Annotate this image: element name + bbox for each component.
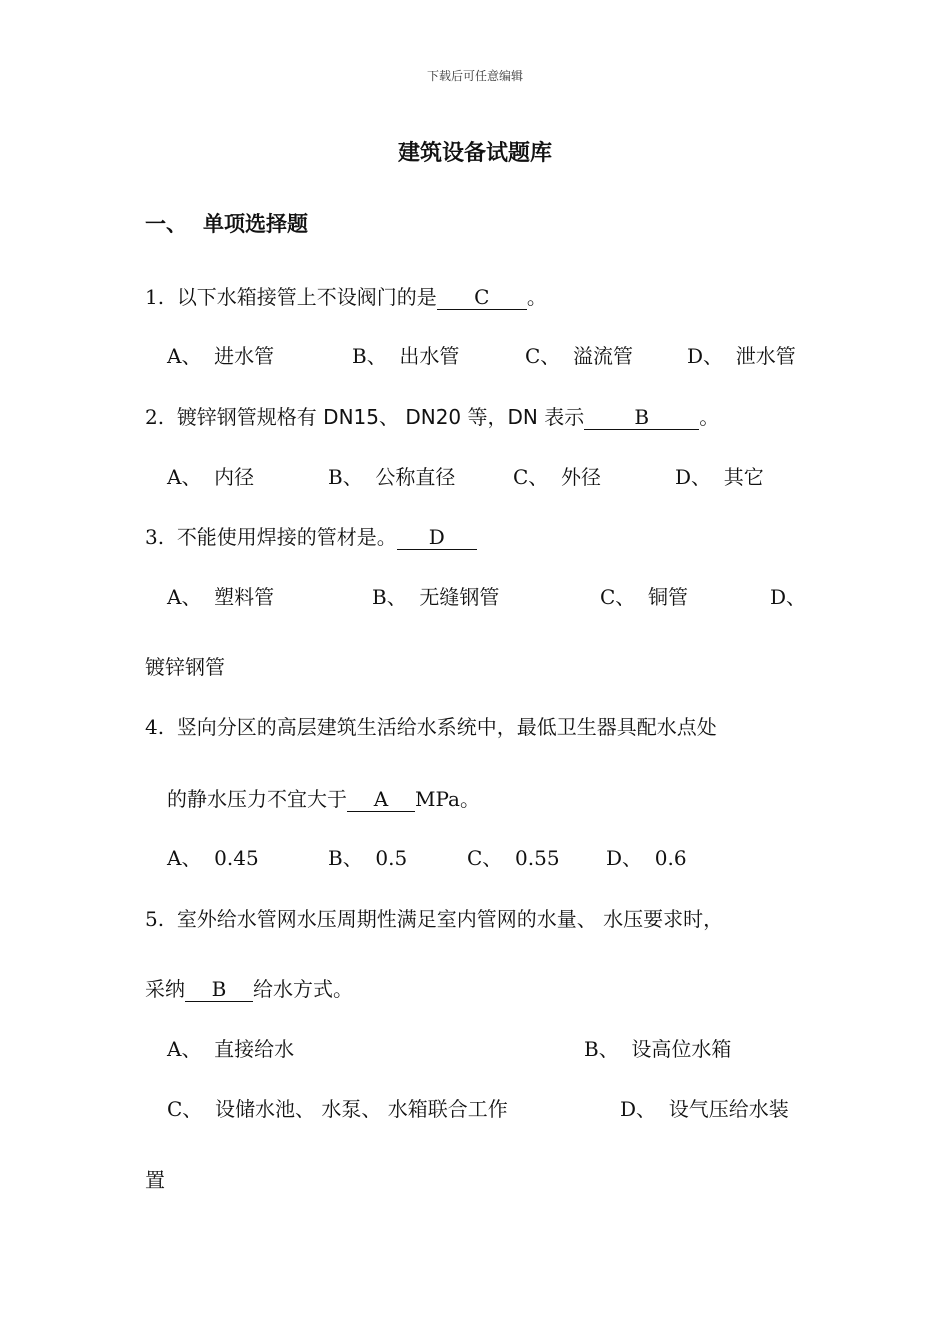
option-label: C、 bbox=[513, 465, 549, 489]
option-label: A、 bbox=[167, 465, 202, 489]
option-text: 公称直径 bbox=[375, 465, 456, 489]
question-3-option-d-continuation: 镀锌钢管 bbox=[145, 655, 225, 679]
option-label: C、 bbox=[525, 344, 561, 368]
option-label: C、 bbox=[467, 846, 503, 870]
question-number: 3. bbox=[145, 525, 165, 549]
question-3-option-c bbox=[600, 583, 688, 611]
header-note: 下载后可任意编辑 bbox=[426, 69, 523, 83]
option-text: 塑料管 bbox=[214, 585, 275, 609]
question-text: 镀锌钢管规格有 DN15、 DN20 等，DN 表示 bbox=[176, 405, 585, 429]
option-text: 铜管 bbox=[648, 585, 689, 609]
question-number: 5. bbox=[145, 907, 165, 931]
answer-blank: B bbox=[584, 405, 699, 430]
option-text: 出水管 bbox=[399, 344, 460, 368]
option-text: 内径 bbox=[214, 465, 255, 489]
question-text: 室外给水管网水压周期性满足室内管网的水量、 水压要求时， bbox=[176, 907, 724, 931]
question-3-stem bbox=[145, 523, 477, 551]
question-5-option-c bbox=[167, 1095, 508, 1123]
question-text: 不能使用焊接的管材是。 bbox=[176, 525, 397, 549]
question-3-option-b bbox=[372, 583, 499, 611]
question-4-stem-line2 bbox=[167, 785, 480, 813]
question-3-option-d bbox=[770, 583, 806, 611]
option-text: 其它 bbox=[723, 465, 764, 489]
option-label: B、 bbox=[372, 585, 407, 609]
question-2-option-b bbox=[328, 463, 455, 491]
option-label: D、 bbox=[675, 465, 712, 489]
option-label: B、 bbox=[584, 1037, 619, 1061]
question-2-option-a bbox=[167, 463, 254, 491]
question-text-end: 。 bbox=[526, 285, 547, 309]
option-text: 设气压给水装 bbox=[668, 1097, 789, 1121]
question-1-stem bbox=[145, 283, 547, 311]
option-text: 外径 bbox=[561, 465, 602, 489]
option-label: D、 bbox=[770, 585, 807, 609]
question-1-option-b bbox=[352, 342, 459, 370]
option-text: 0.6 bbox=[654, 846, 687, 870]
answer-blank: A bbox=[347, 787, 415, 812]
question-1-option-d bbox=[687, 342, 796, 370]
question-1-option-c bbox=[525, 342, 633, 370]
answer-blank: B bbox=[185, 977, 253, 1002]
question-5-stem-line2 bbox=[145, 975, 353, 1003]
option-label: A、 bbox=[167, 585, 202, 609]
option-label: A、 bbox=[167, 846, 202, 870]
question-number: 1. bbox=[145, 285, 165, 309]
question-text-end: 给水方式。 bbox=[253, 977, 353, 1001]
question-2-stem bbox=[145, 403, 719, 431]
question-5-option-d-continuation: 置 bbox=[145, 1168, 165, 1192]
question-text: 竖向分区的高层建筑生活给水系统中，最低卫生器具配水点处 bbox=[176, 715, 717, 739]
question-4-option-b bbox=[328, 844, 407, 872]
question-text: 的静水压力不宜大于 bbox=[167, 787, 347, 811]
question-4-stem bbox=[145, 713, 717, 741]
option-text: 直接给水 bbox=[214, 1037, 295, 1061]
option-label: B、 bbox=[352, 344, 387, 368]
section-number: 一、 bbox=[145, 212, 187, 236]
question-text: 以下水箱接管上不设阀门的是 bbox=[176, 285, 437, 309]
option-text: 进水管 bbox=[214, 344, 275, 368]
option-text: 设储水池、 水泵、 水箱联合工作 bbox=[215, 1097, 508, 1121]
option-label: B、 bbox=[328, 465, 363, 489]
question-3-option-a bbox=[167, 583, 274, 611]
option-text: 无缝钢管 bbox=[419, 585, 500, 609]
answer-blank: C bbox=[437, 285, 527, 310]
section-title: 单项选择题 bbox=[203, 212, 308, 236]
option-text: 溢流管 bbox=[573, 344, 634, 368]
question-text-end: MPa。 bbox=[415, 787, 480, 811]
option-label: B、 bbox=[328, 846, 363, 870]
question-text-end: 。 bbox=[699, 405, 720, 429]
option-label: A、 bbox=[167, 1037, 202, 1061]
option-text: 0.55 bbox=[515, 846, 560, 870]
question-4-option-c bbox=[467, 844, 560, 872]
question-5-stem bbox=[145, 905, 723, 933]
document-title: 建筑设备试题库 bbox=[397, 141, 552, 166]
question-4-option-d bbox=[606, 844, 687, 872]
question-text: 采纳 bbox=[145, 977, 185, 1001]
option-label: D、 bbox=[687, 344, 724, 368]
question-2-option-c bbox=[513, 463, 601, 491]
question-number: 4. bbox=[145, 715, 165, 739]
option-label: C、 bbox=[167, 1097, 203, 1121]
option-text: 设高位水箱 bbox=[631, 1037, 732, 1061]
option-label: C、 bbox=[600, 585, 636, 609]
answer-blank: D bbox=[397, 525, 477, 550]
option-text: 0.45 bbox=[214, 846, 259, 870]
question-2-option-d bbox=[675, 463, 764, 491]
question-4-option-a bbox=[167, 844, 259, 872]
option-label: D、 bbox=[620, 1097, 657, 1121]
option-text: 泄水管 bbox=[735, 344, 796, 368]
question-5-option-b bbox=[584, 1035, 731, 1063]
option-label: D、 bbox=[606, 846, 643, 870]
question-5-option-a bbox=[167, 1035, 294, 1063]
question-5-option-d bbox=[620, 1095, 789, 1123]
option-label: A、 bbox=[167, 344, 202, 368]
question-number: 2. bbox=[145, 405, 165, 429]
option-text: 0.5 bbox=[375, 846, 408, 870]
section-heading bbox=[145, 208, 308, 238]
question-1-option-a bbox=[167, 342, 274, 370]
